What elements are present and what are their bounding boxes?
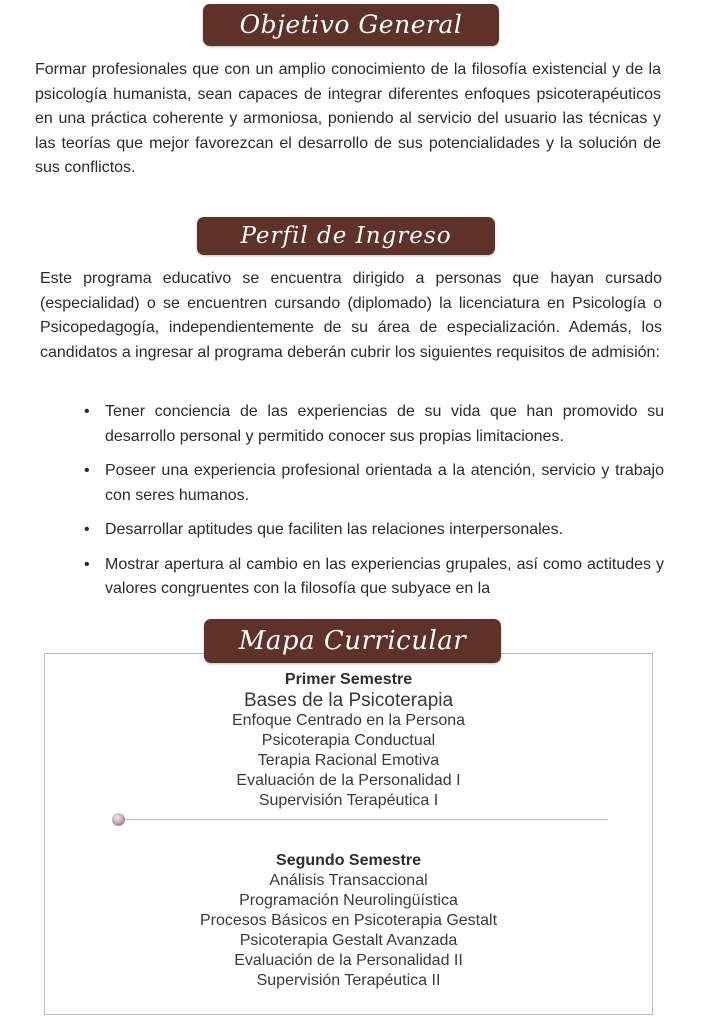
requisitos-list xyxy=(78,400,664,612)
objetivo-general-text: Formar profesionales que con un amplio conocimiento de la filosofía existencial y de la psicología humanista, sean capaces de integrar diferentes enfoques psicoterapéuticos en una práctica coherente y armoniosa, poniendo al servicio del usuario las técnicas y las teorías que mejor favorezcan el desarrollo de sus potencialidades y la solución de sus conflictos. xyxy=(35,61,661,176)
bullet-icon: • xyxy=(84,555,90,573)
course-item: Evaluación de la Personalidad II xyxy=(234,952,463,969)
semestre-segundo xyxy=(44,851,653,991)
mapa-curricular-title: Mapa Curricular xyxy=(238,626,467,656)
requisito-item xyxy=(78,518,664,543)
course-item: Programación Neurolingüística xyxy=(239,892,458,909)
objetivo-general-heading xyxy=(203,4,499,46)
course-item: Análisis Transaccional xyxy=(269,872,428,889)
bullet-icon: • xyxy=(84,521,90,538)
bullet-icon: • xyxy=(84,403,90,420)
perfil-ingreso-text: Este programa educativo se encuentra dirigido a personas que hayan cursado (especialidad) o se encuentren cursando (diplomado) la licenciatura en Psicología o Psicopedagogía, independientemente de su área de especialización. Además, los candidatos a ingresar al programa deberán cubrir los siguientes requisitos de admisión: xyxy=(40,270,662,361)
bullet-icon: • xyxy=(84,462,90,479)
requisito-item xyxy=(78,553,664,602)
objetivo-general-title: Objetivo General xyxy=(239,10,463,39)
perfil-ingreso-title: Perfil de Ingreso xyxy=(240,223,452,249)
requisito-text: Poseer una experiencia profesional orientada a la atención, servicio y trabajo con seres humanos. xyxy=(105,462,664,504)
requisito-text: Mostrar apertura al cambio en las experiencias grupales, así como actitudes y valores congruentes con la filosofía que subyace en la xyxy=(105,555,664,597)
course-item: Psicoterapia Gestalt Avanzada xyxy=(239,932,458,949)
course-item: Bases de la Psicoterapia xyxy=(243,690,454,711)
course-item: Terapia Racional Emotiva xyxy=(257,752,440,769)
mapa-curricular-heading xyxy=(204,619,501,663)
divider-ball-icon xyxy=(112,813,125,826)
perfil-ingreso-heading xyxy=(197,217,495,255)
requisito-text: Tener conciencia de las experiencias de su vida que han promovido su desarrollo personal y permitido conocer sus propias limitaciones. xyxy=(105,403,664,445)
semestre-title: Segundo Semestre xyxy=(276,852,421,869)
course-item: Supervisión Terapéutica II xyxy=(256,972,441,989)
course-item: Evaluación de la Personalidad I xyxy=(236,772,461,789)
course-item: Procesos Básicos en Psicoterapia Gestalt xyxy=(199,912,498,929)
semestre-title: Primer Semestre xyxy=(284,671,413,688)
requisito-item xyxy=(78,400,664,449)
course-item: Enfoque Centrado en la Persona xyxy=(231,712,466,729)
semester-divider xyxy=(114,819,608,820)
requisito-item xyxy=(78,459,664,508)
requisito-text: Desarrollar aptitudes que faciliten las relaciones interpersonales. xyxy=(105,521,564,538)
course-item: Psicoterapia Conductual xyxy=(261,732,436,749)
course-item: Supervisión Terapéutica I xyxy=(258,792,439,809)
semestre-primer xyxy=(44,670,653,811)
